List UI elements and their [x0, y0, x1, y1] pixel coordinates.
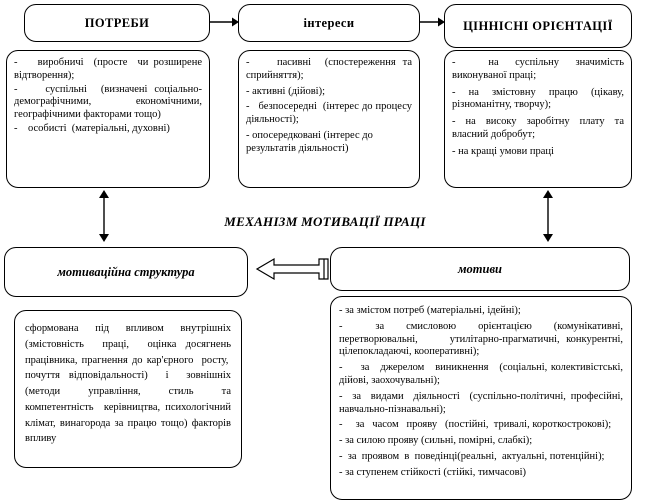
needs-item: - суспільні (визначені соціально-демографічними, економічними, географічними факторами тощо)	[14, 83, 202, 121]
header-label-values: ЦІННІСНІ ОРІЄНТАЦІЇ	[463, 18, 613, 33]
needs-item: - особисті (матеріальні, духовні)	[14, 122, 170, 134]
motives-item: - за джерелом виникнення (соціальні, колективістські, дійові, заохочувальні);	[339, 362, 623, 386]
motivational-structure-box	[4, 247, 248, 297]
interests-item: - пасивні (спостереження та сприйняття);	[246, 57, 412, 81]
header-box-values	[444, 4, 632, 48]
motives-item: - за ступенем стійкості (стійкі, тимчасові)	[339, 466, 527, 478]
values-item: - на суспільну значимість виконуваної праці;	[452, 57, 624, 81]
values-item: - на високу заробітну плату та власний добробут;	[452, 116, 624, 140]
arrow-needs-vertical	[96, 190, 112, 242]
motives-list-box	[330, 296, 632, 500]
header-label-interests: інтереси	[303, 15, 355, 30]
motivational-structure-title: мотиваційна структура	[57, 264, 195, 279]
center-label: МЕХАНІЗМ МОТИВАЦІЇ ПРАЦІ	[224, 214, 426, 229]
motives-box	[330, 247, 630, 291]
header-label-needs: ПОТРЕБИ	[84, 15, 150, 30]
motives-item: - за силою прояву (сильні, помірні, слабкі);	[339, 435, 533, 447]
arrow-needs-to-interests	[210, 15, 240, 29]
needs-item: - виробничі (просте чи розширене відтворення);	[14, 57, 202, 81]
interests-list-box	[238, 50, 420, 188]
header-box-interests	[238, 4, 420, 42]
motives-item: - за змістом потреб (матеріальні, ідейні);	[339, 305, 521, 316]
interests-item: - активні (дійові);	[246, 85, 325, 97]
values-list-box	[444, 50, 632, 188]
motivational-structure-text-box	[14, 310, 242, 468]
interests-item: - опосередковані (інтерес до результатів діяльності)	[246, 129, 373, 154]
arrow-interests-to-values	[420, 15, 446, 29]
values-item: - на змістовну працю (цікаву, різноманітну, творчу);	[452, 86, 624, 111]
arrow-values-vertical	[540, 190, 556, 242]
motives-item: - за часом прояву (постійні, тривалі, короткострокові);	[339, 419, 612, 431]
arrow-motives-to-structure	[256, 258, 330, 280]
motivational-structure-text: сформована під впливом внутрішніх (змістовність праці, оцінка досягнень працівника, прагнення до кар'єрного росту, почуття відповідальності) і зовнішніх (методи управління, стиль та компетентність керівництва, психологічний клімат, винагорода за працю тощо) факторів впливу	[25, 323, 231, 445]
values-item: - на кращі умови праці	[452, 145, 554, 157]
motives-title: мотиви	[457, 261, 503, 276]
motives-item: - за смисловою орієнтацією (комунікативні, перетворювальні, утилітарно-прагматичні, конкурентні, цілепокладаючі, кооперативні);	[339, 320, 623, 358]
interests-item: - безпосередні (інтерес до процесу діяльності);	[246, 101, 412, 126]
motives-item: - за проявом в поведінці(реальні, актуальні, потенційні);	[339, 450, 605, 462]
header-box-needs	[24, 4, 210, 42]
motives-item: - за видами діяльності (суспільно-політичні, професійні, навчально-пізнавальні);	[339, 390, 623, 415]
needs-list-box	[6, 50, 210, 188]
